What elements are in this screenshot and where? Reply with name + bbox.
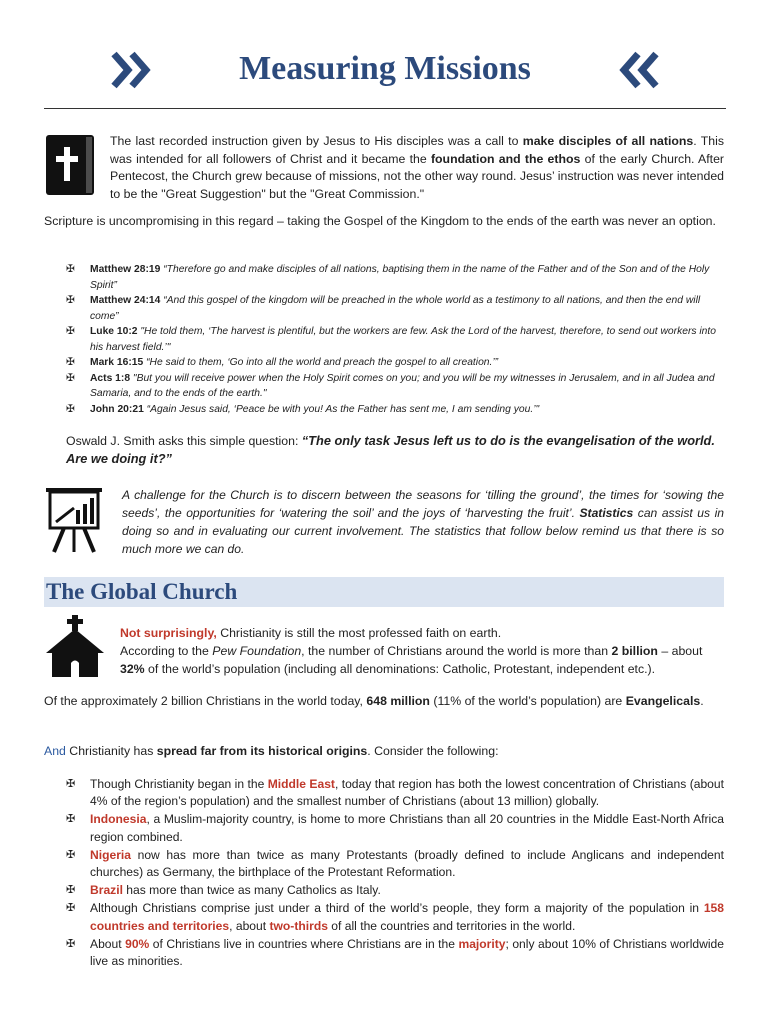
two-billion: 2 billion	[611, 644, 658, 658]
page-header	[44, 40, 726, 109]
challenge-text: can assist us in doing so and in evaluating our current involvement. The statistics that follow below remind us that there is so much more we can do.	[122, 506, 724, 556]
fact-highlight: Indonesia	[90, 812, 147, 827]
fact-text: of all the countries and territories in the world.	[327, 918, 576, 933]
list-item	[66, 811, 724, 845]
pew-foundation: Pew Foundation	[212, 644, 302, 658]
intro-emphasis: foundation and the ethos	[430, 151, 581, 166]
verse-text: “And this gospel of the kingdom will be preached in the whole world as a testimony to all nations, and then the end will come”	[90, 295, 701, 322]
body-text: of the world’s population (including all denominations: Catholic, Protestant, independent etc.).	[144, 662, 656, 676]
global-church-intro	[120, 624, 724, 678]
fact-highlight: Nigeria	[90, 847, 131, 862]
intro-text: of the early Church. After Pentecost, the Church grew because of missions, not the other way round. Jesus’ instruction was never intended to be the "Great Suggestion" but the "Great Commission."	[110, 151, 725, 201]
cross-bullet-icon: ✠	[66, 884, 76, 897]
spread-emphasis: spread far from its historical origins	[156, 744, 368, 758]
list-item	[66, 355, 726, 371]
scripture-intro: Scripture is uncompromising in this regard – taking the Gospel of the Kingdom to the ends of the earth was never an option.	[44, 214, 716, 228]
body-text: (11% of the world’s population) are	[429, 694, 626, 708]
evangelicals-count: 648 million	[366, 694, 430, 708]
verse-ref: Matthew 24:14	[90, 295, 161, 306]
verse-text: “Therefore go and make disciples of all nations, baptising them in the name of the Father and of the Son and of the Holy Spirit”	[90, 264, 710, 291]
challenge-emphasis: Statistics	[579, 506, 634, 520]
page-title: Measuring Missions	[239, 50, 531, 87]
verse-ref: John 20:21	[90, 403, 144, 415]
body-text: According to the	[120, 644, 213, 658]
cross-bullet-icon: ✠	[66, 813, 76, 826]
fact-highlight: 90%	[125, 936, 150, 951]
cross-bullet-icon: ✠	[66, 372, 75, 384]
fact-highlight: 158 countries and territories	[90, 901, 724, 933]
fact-text: ; only about 10% of Christians worldwide live as minorities.	[90, 936, 724, 969]
evangelicals-paragraph	[44, 692, 724, 710]
spread-paragraph	[44, 742, 724, 760]
challenge-paragraph	[122, 486, 724, 558]
smith-quote	[66, 432, 724, 468]
fact-text: Though Christianity began in the	[90, 777, 268, 791]
highlight-text: Not surprisingly,	[120, 626, 217, 640]
intro-emphasis: make disciples of all nations	[522, 134, 694, 148]
verse-ref: Acts 1:8	[90, 372, 131, 384]
body-text: Christianity has	[65, 744, 157, 758]
fact-text: now has more than twice as many Protestants (broadly defined to include Anglicans and independent churches) as Germany, the birthplace of the Protestant Reformation.	[90, 847, 724, 880]
quote-lead: Oswald J. Smith asks this simple question:	[66, 434, 302, 448]
fact-text: of Christians live in countries where Christians are in the	[149, 936, 459, 951]
body-text: Christianity is still the most professed faith on earth.	[216, 626, 502, 640]
cross-bullet-icon: ✠	[66, 937, 76, 950]
cross-bullet-icon: ✠	[66, 295, 75, 306]
fact-text: Although Christians comprise just under a third of the world’s people, they form a majority of the population in	[90, 901, 704, 916]
verse-ref: Mark 16:15	[90, 357, 144, 368]
fact-text: , about	[229, 918, 270, 933]
fact-highlight: majority	[458, 936, 506, 951]
body-text: – about	[657, 644, 703, 658]
quote-text: “The only task Jesus left us to do is the evangelisation of the world. Are we doing it?”	[66, 433, 715, 466]
verse-list	[66, 262, 726, 417]
fact-highlight: Middle East	[267, 777, 335, 791]
fact-text: , a Muslim-majority country, is home to more Christians than all 20 countries in the Middle East-North Africa region combined.	[90, 812, 724, 844]
challenge-text: A challenge for the Church is to discern between the seasons for ‘tilling the ground’, the times for ‘sowing the seeds’, the opportunities for ‘watering the soil’ and the joys of ‘harvesting the fruit’.	[122, 488, 724, 520]
bible-icon	[44, 133, 96, 197]
fact-text: has more than twice as many Catholics as Italy.	[122, 883, 381, 898]
cross-bullet-icon: ✠	[66, 403, 75, 415]
intro-text: The last recorded instruction given by Jesus to His disciples was a call to	[110, 134, 523, 148]
cross-bullet-icon: ✠	[66, 848, 76, 861]
intro-paragraph	[110, 133, 724, 203]
easel-chart-icon	[44, 486, 104, 554]
list-item	[66, 293, 726, 324]
list-item	[66, 262, 726, 293]
fact-highlight: two-thirds	[269, 918, 328, 933]
global-line-2	[120, 642, 724, 678]
cross-bullet-icon: ✠	[66, 357, 75, 368]
body-text: , the number of Christians around the world is more than	[301, 644, 612, 658]
cross-bullet-icon: ✠	[66, 326, 75, 337]
list-item	[66, 900, 724, 934]
verse-text: “He said to them, ‘Go into all the world and preach the gospel to all creation.’”	[143, 357, 499, 368]
list-item	[66, 882, 724, 899]
list-item	[66, 936, 724, 970]
list-item	[66, 776, 724, 810]
verse-text: "But you will receive power when the Holy Spirit comes on you; and you will be my witnesses in Jerusalem, and in all Judea and Samaria, and to the ends of the earth."	[90, 372, 715, 399]
section-title: The Global Church	[46, 579, 238, 604]
body-text: Of the approximately 2 billion Christians in the world today,	[44, 694, 367, 708]
facts-list	[66, 776, 724, 971]
section-header	[44, 577, 724, 607]
percent-32: 32%	[120, 662, 145, 676]
and-word: And	[44, 744, 66, 758]
verse-text: “Again Jesus said, ‘Peace be with you! As the Father has sent me, I am sending you.’"	[143, 403, 540, 415]
verse-text: "He told them, ‘The harvest is plentiful, but the workers are few. Ask the Lord of the harvest, therefore, to send out workers into his harvest field.’"	[90, 326, 716, 353]
list-item	[66, 324, 726, 355]
list-item	[66, 847, 724, 881]
cross-bullet-icon: ✠	[66, 902, 76, 915]
body-text: . Consider the following:	[367, 744, 499, 758]
verse-ref: Matthew 28:19	[90, 264, 161, 275]
global-line-1	[120, 624, 724, 642]
fact-text: About	[90, 936, 126, 951]
list-item	[66, 371, 726, 402]
fact-text: , today that region has both the lowest concentration of Christians (about 4% of the region’s population) and the smallest number of Christians (about 13 million) globally.	[90, 777, 724, 809]
cross-bullet-icon: ✠	[66, 264, 75, 275]
list-item	[66, 402, 726, 418]
fact-highlight: Brazil	[90, 883, 123, 898]
double-chevron-left-icon	[610, 50, 660, 90]
church-icon	[44, 613, 106, 679]
evangelicals-label: Evangelicals	[625, 694, 701, 708]
intro-text: . This was intended for all followers of Christ and it became the	[110, 134, 725, 166]
body-text: .	[700, 694, 704, 708]
cross-bullet-icon: ✠	[66, 778, 76, 790]
verse-ref: Luke 10:2	[90, 326, 138, 337]
